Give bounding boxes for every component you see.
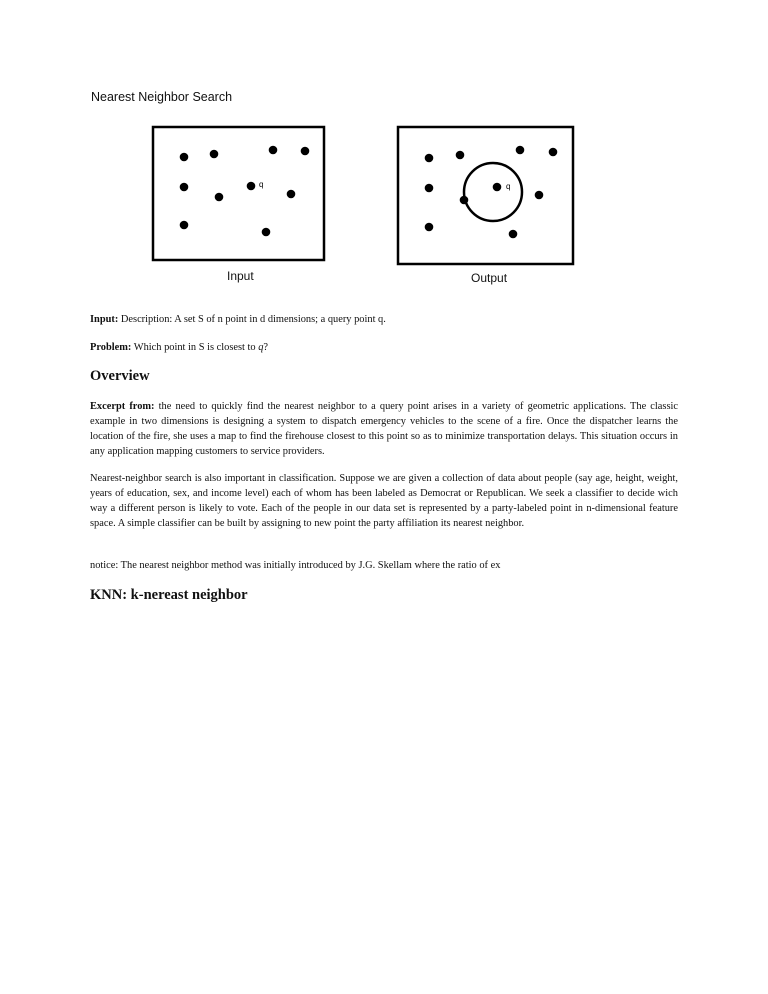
data-point bbox=[425, 223, 434, 232]
problem-line bbox=[90, 340, 678, 355]
search-radius-circle bbox=[464, 163, 522, 221]
knn-heading: KNN: k-nereast neighbor bbox=[90, 587, 248, 603]
nearest-point bbox=[460, 196, 469, 205]
figure-title: Nearest Neighbor Search bbox=[91, 90, 233, 104]
overview-heading: Overview bbox=[90, 368, 150, 384]
output-figure bbox=[395, 124, 577, 268]
data-point bbox=[549, 148, 558, 157]
input-line bbox=[90, 312, 678, 327]
query-label: q bbox=[506, 182, 511, 191]
data-point bbox=[301, 147, 310, 156]
data-point bbox=[425, 184, 434, 193]
input-description: Description: A set S of n point in d dimensions; a query point q. bbox=[118, 314, 386, 325]
output-frame bbox=[398, 127, 573, 264]
data-point bbox=[180, 221, 189, 230]
notice-line: notice: The nearest neighbor method was initially introduced by J.G. Skellam where the ratio of ex bbox=[90, 560, 501, 571]
input-label: Input: bbox=[90, 314, 119, 325]
data-point bbox=[180, 183, 189, 192]
data-point bbox=[215, 193, 224, 202]
query-point bbox=[247, 182, 256, 191]
problem-label: Problem: bbox=[90, 342, 132, 353]
query-point bbox=[493, 183, 502, 192]
data-point bbox=[535, 191, 544, 200]
overview-paragraph-1 bbox=[90, 399, 678, 459]
excerpt-label: Excerpt from: bbox=[90, 401, 155, 412]
input-figure bbox=[150, 124, 328, 264]
data-point bbox=[425, 154, 434, 163]
data-point bbox=[516, 146, 525, 155]
input-caption: Input bbox=[227, 269, 254, 283]
problem-end: ? bbox=[263, 342, 269, 353]
data-point bbox=[509, 230, 518, 239]
output-caption: Output bbox=[471, 271, 508, 285]
data-point bbox=[210, 150, 219, 159]
data-point bbox=[287, 190, 296, 199]
data-point bbox=[269, 146, 278, 155]
data-point bbox=[456, 151, 465, 160]
excerpt-text: the need to quickly find the nearest neighbor to a query point arises in a variety of geometric applications. The classic example in two dimensions is designing a system to dispatch emergency vehicles to the scene of a fire. Once the dispatcher learns the location of the fire, she uses a map to find the firehouse closest to this point so as to minimize transportation delays. This situation occurs in any application mapping customers to service providers. bbox=[90, 401, 678, 457]
problem-variable: q bbox=[258, 342, 264, 353]
query-label: q bbox=[259, 180, 264, 189]
overview-paragraph-2: Nearest-neighbor search is also important in classification. Suppose we are given a collection of data about people (say age, height, weight, years of education, sex, and income level) each of whom has been labeled as Democrat or Republican. We seek a classifier to decide wich way a different person is likely to vote. Each of the people in our data set is represented by a party-labeled point in n-dimensional feature space. A simple classifier can be built by assigning to new point the party affiliation its nearest neighbor. bbox=[90, 473, 678, 529]
data-point bbox=[262, 228, 271, 237]
input-frame bbox=[153, 127, 324, 260]
problem-text: Which point in S is closest to bbox=[131, 342, 259, 353]
data-point bbox=[180, 153, 189, 162]
